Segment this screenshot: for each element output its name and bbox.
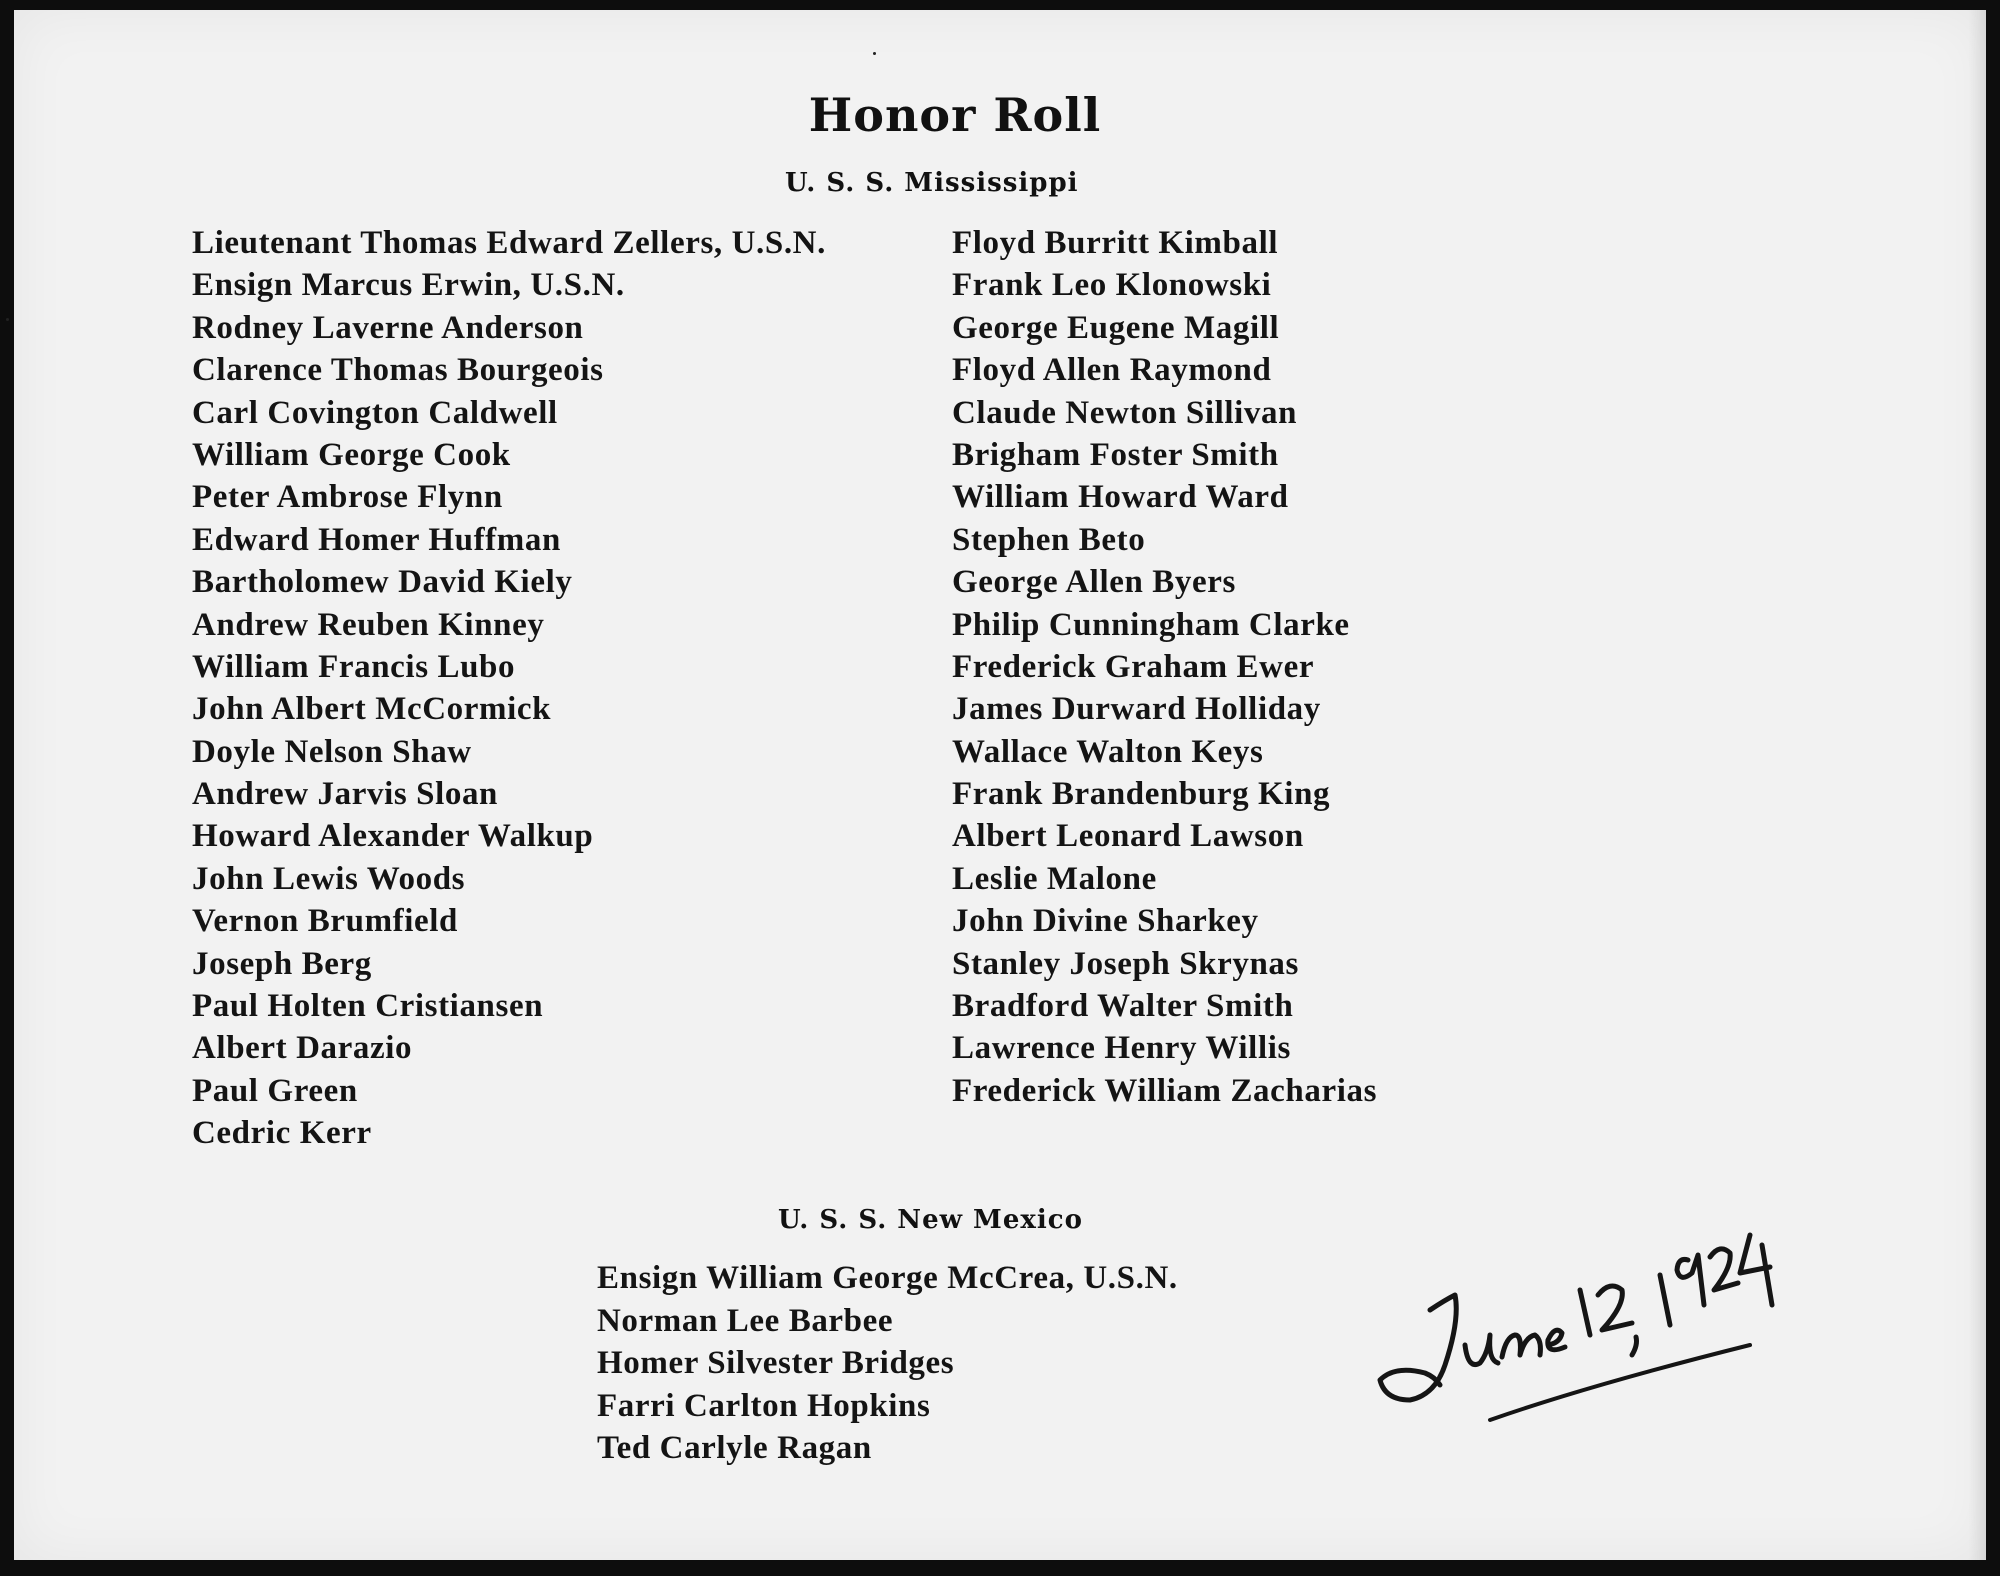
dust-speck [6,318,9,321]
honor-name: Lieutenant Thomas Edward Zellers, U.S.N. [192,225,826,261]
honor-name: Ensign Marcus Erwin, U.S.N. [192,267,625,304]
handwritten-date-drawing [1370,1195,1790,1435]
honor-name: Edward Homer Huffman [192,521,561,558]
honor-name: Howard Alexander Walkup [192,818,594,855]
mississippi-names-right [952,222,1377,1112]
document-title: Honor Roll [808,88,1102,142]
honor-name: Bradford Walter Smith [952,988,1294,1025]
honor-name: Andrew Jarvis Sloan [192,776,498,813]
dust-speck [873,52,876,55]
honor-name: Cedric Kerr [192,1115,372,1152]
honor-name: Floyd Allen Raymond [952,352,1272,389]
honor-name: Albert Darazio [192,1030,413,1067]
honor-name: Leslie Malone [952,860,1157,897]
honor-name: Ensign William George McCrea, U.S.N. [597,1260,1178,1296]
honor-name: Rodney Laverne Anderson [192,309,584,346]
honor-name: Brigham Foster Smith [952,436,1279,473]
honor-name: John Divine Sharkey [952,903,1259,940]
honor-name: Frederick William Zacharias [952,1072,1378,1109]
honor-name: William Francis Lubo [192,648,516,685]
honor-name: Paul Green [192,1072,358,1109]
ship-heading-mississippi: U. S. S. Mississippi [785,168,1079,198]
honor-name: George Allen Byers [952,564,1236,601]
honor-name: William George Cook [192,436,511,473]
honor-name: Stephen Beto [952,521,1146,558]
honor-name: Clarence Thomas Bourgeois [192,352,604,389]
honor-name: Norman Lee Barbee [597,1302,894,1339]
honor-name: Paul Holten Cristiansen [192,988,544,1025]
honor-name: Joseph Berg [192,945,372,982]
honor-name: Stanley Joseph Skrynas [952,945,1299,982]
honor-name: Claude Newton Sillivan [952,394,1298,431]
ship-heading-new-mexico: U. S. S. New Mexico [778,1205,1083,1235]
honor-name: Floyd Burritt Kimball [952,225,1279,261]
honor-name: Farri Carlton Hopkins [597,1387,931,1424]
honor-name: Frank Leo Klonowski [952,267,1272,304]
honor-name: Wallace Walton Keys [952,733,1264,770]
new-mexico-names [597,1257,1178,1470]
honor-name: Philip Cunningham Clarke [952,606,1350,643]
honor-name: Homer Silvester Bridges [597,1345,955,1382]
honor-name: Albert Leonard Lawson [952,818,1304,855]
honor-name: Andrew Reuben Kinney [192,606,545,643]
honor-name: Carl Covington Caldwell [192,394,558,431]
honor-name: Bartholomew David Kiely [192,564,573,601]
page-edge-shadow [1968,10,1986,1560]
honor-name: George Eugene Magill [952,309,1280,346]
mississippi-names-left [192,222,826,1155]
handwritten-date [1370,1195,1790,1435]
honor-name: James Durward Holliday [952,691,1321,728]
honor-name: Vernon Brumfield [192,903,458,940]
honor-name: John Albert McCormick [192,691,552,728]
honor-name: Frederick Graham Ewer [952,648,1315,685]
honor-name: Ted Carlyle Ragan [597,1430,872,1467]
honor-name: Frank Brandenburg King [952,776,1331,813]
honor-name: John Lewis Woods [192,860,466,897]
honor-name: Doyle Nelson Shaw [192,733,472,770]
honor-name: Peter Ambrose Flynn [192,479,503,516]
honor-name: William Howard Ward [952,479,1289,516]
honor-name: Lawrence Henry Willis [952,1030,1291,1067]
